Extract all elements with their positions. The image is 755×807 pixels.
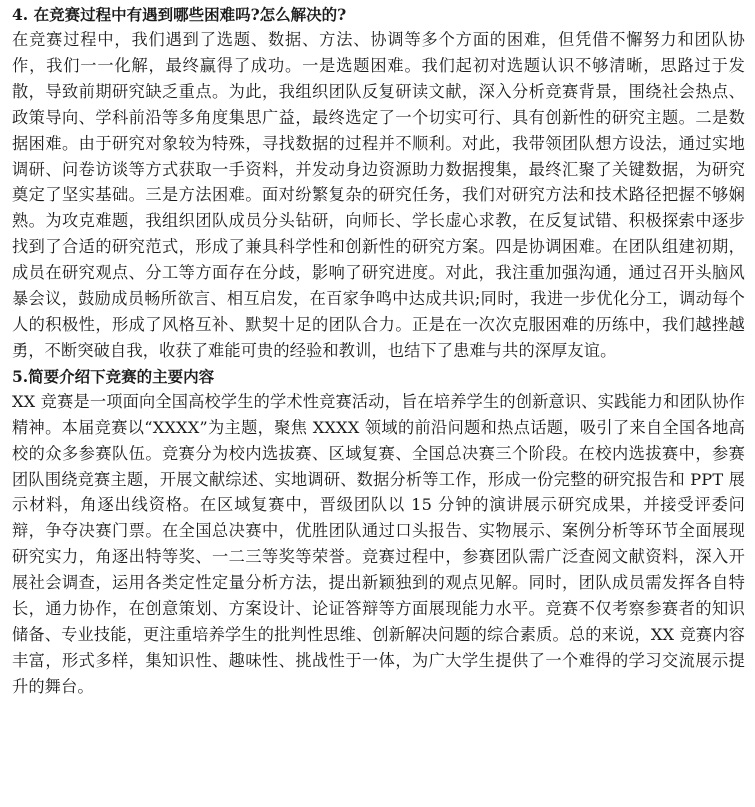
section-body: XX 竞赛是一项面向全国高校学生的学术性竞赛活动，旨在培养学生的创新意识、实践能力和团队协作精神。本届竞赛以“XXXX”为主题，聚焦 XXXX 领域的前沿问题和热点话题，吸引了来自全国各地高校的众多参赛队伍。竞赛分为校内选拔赛、区域复赛、全国总决赛三个阶段。在校内选拔赛中，参赛团队围绕竞赛主题，开展文献综述、实地调研、数据分析等工作，形成一份完整的研究报告和 PPT 展示材料，角逐出线资格。在区域复赛中，晋级团队以 15 分钟的演讲展示研究成果，并接受评委问辩，争夺决赛门票。在全国总决赛中，优胜团队通过口头报告、实物展示、案例分析等环节全面展现研究实力，角逐出特等奖、一二三等奖等荣誉。竞赛过程中，参赛团队需广泛查阅文献资料，深入开展社会调查，运用各类定性定量分析方法，提出新颖独到的观点见解。同时，团队成员需发挥各自特长，通力协作，在创意策划、方案设计、论证答辩等方面展现能力水平。竞赛不仅考察参赛者的知识储备、专业技能，更注重培养学生的批判性思维、创新解决问题的综合素质。总的来说，XX 竞赛内容丰富，形式多样，集知识性、趣味性、挑战性于一体，为广大学生提供了一个难得的学习交流展示提升的舞台。: [12, 391, 745, 696]
section-competition-content: [12, 364, 745, 700]
section-heading: 5.简要介绍下竞赛的主要内容: [12, 366, 215, 386]
section-heading: 4. 在竞赛过程中有遇到哪些困难吗?怎么解决的?: [12, 5, 347, 24]
section-body: 在竞赛过程中，我们遇到了选题、数据、方法、协调等多个方面的困难，但凭借不懈努力和团队协作，我们一一化解，最终赢得了成功。一是选题困难。我们起初对选题认识不够清晰，思路过于发散，导致前期研究缺乏重点。为此，我组织团队反复研读文献，深入分析竞赛背景，围绕社会热点、政策导向、学科前沿等多角度集思广益，最终选定了一个切实可行、具有创新性的研究主题。二是数据困难。由于研究对象较为特殊，寻找数据的过程并不顺利。对此，我带领团队想方设法，通过实地调研、问卷访谈等方式获取一手资料，并发动身边资源助力数据搜集，最终汇聚了关键数据，为研究奠定了坚实基础。三是方法困难。面对纷繁复杂的研究任务，我们对研究方法和技术路径把握不够娴熟。为攻克难题，我组织团队成员分头钻研，向师长、学长虚心求教，在反复试错、积极探索中逐步找到了合适的研究范式，形成了兼具科学性和创新性的研究方案。四是协调困难。在团队组建初期，成员在研究观点、分工等方面存在分歧，影响了研究进度。对此，我注重加强沟通，通过召开头脑风暴会议，鼓励成员畅所欲言、相互启发，在百家争鸣中达成共识;同时，我进一步优化分工，调动每个人的积极性，形成了风格互补、默契十足的团队合力。正是在一次次克服困难的历练中，我们越挫越勇，不断突破自我，收获了难能可贵的经验和教训，也结下了患难与共的深厚友谊。: [12, 30, 745, 360]
section-difficulties: [12, 2, 745, 364]
